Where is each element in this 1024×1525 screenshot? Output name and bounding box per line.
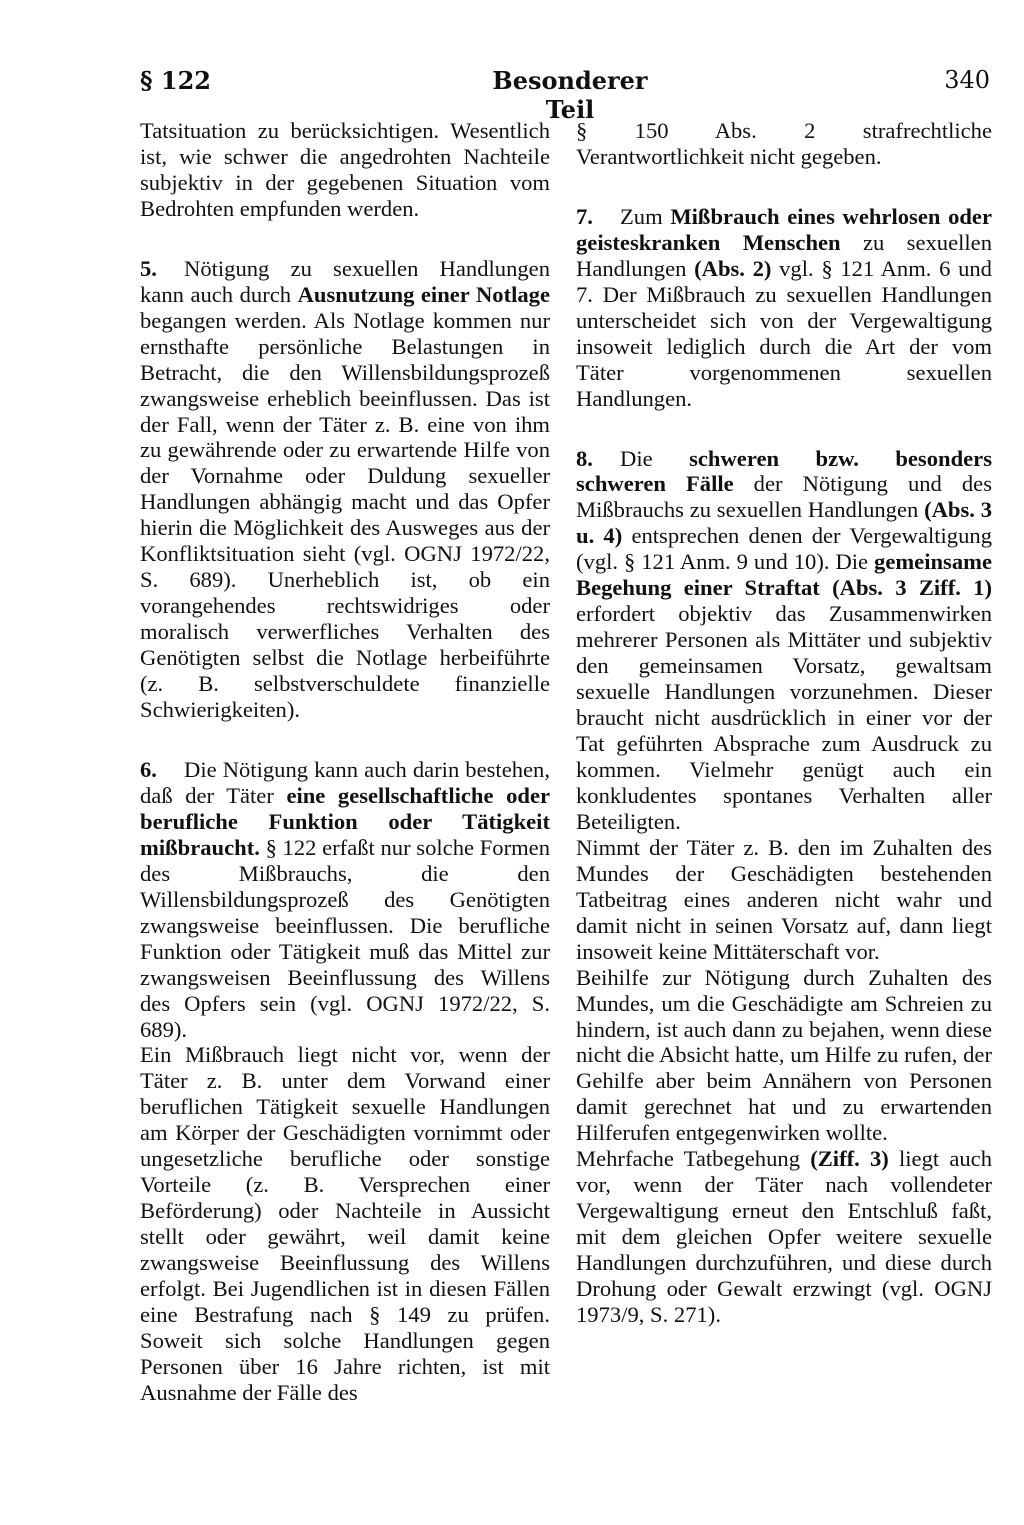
note-7-number: 7. <box>576 203 593 229</box>
paragraph-beihilfe: Beihilfe zur Nötigung durch Zuhalten des Mundes, um die Geschädigte am Schreien zu hindern, ist auch dann zu bejahen, wenn diese nicht die Absicht hatte, um Hilfe zu rufen, der Gehilfe aber beim Annähern von Personen damit gerechnet hat und zu erwartenden Hilferufen entgegenwirken wollte. <box>576 964 992 1146</box>
paragraph-nimmt: Nimmt der Täter z. B. den im Zuhalten des Mundes der Geschädigten bestehenden Tatbeitrag eines anderen nicht wahr und damit nicht in seinen Vorsatz auf, dann liegt insoweit keine Mittäterschaft vor. <box>576 834 992 964</box>
paragraph-continuation: § 150 Abs. 2 strafrechtliche Verantwortlichkeit nicht gegeben. <box>576 118 992 169</box>
note-6-keyword: eine gesellschaftliche oder berufliche Funktion oder Tätigkeit mißbraucht. <box>140 782 550 860</box>
note-8-number: 8. <box>576 445 593 471</box>
paragraph-missbrauch: Ein Mißbrauch liegt nicht vor, wenn der Täter z. B. unter dem Vorwand einer beruflichen Tätigkeit sexuelle Handlungen am Körper der Geschädigten vornimmt oder ungesetzliche berufliche oder sonstige Vorteile (z. B. Versprechen einer Beförderung) oder Nachteile in Aussicht stellt oder gewährt, weil damit keine zwangsweise Beeinflussung des Willens erfolgt. Bei Jugendlichen ist in diesen Fällen eine Bestrafung nach § 149 zu prüfen. Soweit sich solche Handlungen gegen Personen über 16 Jahre richten, ist mit Ausnahme der Fälle des <box>140 1042 550 1405</box>
note-7: 7. Zum Mißbrauch eines wehrlosen oder geisteskranken Menschen zu sexuellen Handlungen (Abs. 2) vgl. § 121 Anm. 6 und 7. Der Mißbrauch zu sexuellen Handlungen unterscheidet sich von der Vergewaltigung insoweit lediglich durch die Art der vom Täter vorgenommenen sexuellen Handlungen. <box>576 203 992 411</box>
note-5-keyword: Ausnutzung einer Notlage <box>297 281 550 307</box>
section-number: § 122 <box>140 66 212 95</box>
page-number: 340 <box>944 66 990 94</box>
note-8: 8. Die schweren bzw. besonders schweren Fälle der Nötigung und des Mißbrauchs zu sexuellen Handlungen (Abs. 3 u. 4) entsprechen denen der Vergewaltigung (vgl. § 121 Anm. 9 und 10). Die gemeinsame Begehung einer Straftat (Abs. 3 Ziff. 1) erfordert objektiv das Zusammenwirken mehrerer Personen als Mittäter und subjektiv den gemeinsamen Vorsatz, gewaltsam sexuelle Handlungen vorzunehmen. Dieser braucht nicht ausdrücklich in einer vor der Tat geführten Absprache zum Ausdruck zu kommen. Vielmehr genügt auch ein konkludentes spontanes Verhalten aller Beteiligten. <box>576 445 992 834</box>
left-column <box>140 118 550 1406</box>
running-title: Besonderer Teil <box>492 66 648 124</box>
page-header <box>140 66 990 124</box>
note-6-number: 6. <box>140 756 157 782</box>
right-column <box>576 118 992 1328</box>
note-6: 6. Die Nötigung kann auch darin bestehen, daß der Täter eine gesellschaftliche oder berufliche Funktion oder Tätigkeit mißbraucht. § 122 erfaßt nur solche Formen des Mißbrauchs, die den Willensbildungsprozeß des Genötigten zwangsweise beeinflussen. Die berufliche Funktion oder Tätigkeit muß das Mittel zur zwangsweisen Beeinflussung des Willens des Opfers sein (vgl. OGNJ 1972/22, S. 689). <box>140 756 550 1042</box>
note-8-keyword: schweren bzw. besonders schweren Fälle <box>576 445 992 497</box>
note-5: 5. Nötigung zu sexuellen Handlungen kann auch durch Ausnutzung einer Notlage begangen werden. Als Notlage kommen nur ernsthafte persönliche Belastungen in Betracht, die den Willensbildungsprozeß zwangsweise erheblich beeinflussen. Das ist der Fall, wenn der Täter z. B. eine von ihm zu gewährende oder zu erwartende Hilfe von der Vornahme oder Duldung sexueller Handlungen abhängig macht und das Opfer hierin die Möglichkeit des Ausweges aus der Konfliktsituation sieht (vgl. OGNJ 1972/22, S. 689). Unerheblich ist, ob ein vorangehendes rechtswidriges oder moralisch verwerfliches Verhalten des Genötigten selbst die Notlage herbeiführte (z. B. selbstverschuldete finanzielle Schwierigkeiten). <box>140 255 550 723</box>
paragraph-intro: Tatsituation zu berücksichtigen. Wesentlich ist, wie schwer die angedrohten Nachteile subjektiv in der gegebenen Situation vom Bedrohten empfunden werden. <box>140 118 550 221</box>
note-7-keyword: Mißbrauch eines wehrlosen oder geisteskranken Menschen <box>576 203 992 255</box>
paragraph-mehrfache-tatbegehung: Mehrfache Tatbegehung (Ziff. 3) liegt auch vor, wenn der Täter nach vollendeter Vergewaltigung erneut den Entschluß faßt, mit dem gleichen Opfer weitere sexuelle Handlungen durchzuführen, und diese durch Drohung oder Gewalt erzwingt (vgl. OGNJ 1973/9, S. 271). <box>576 1146 992 1327</box>
note-5-number: 5. <box>140 255 157 281</box>
